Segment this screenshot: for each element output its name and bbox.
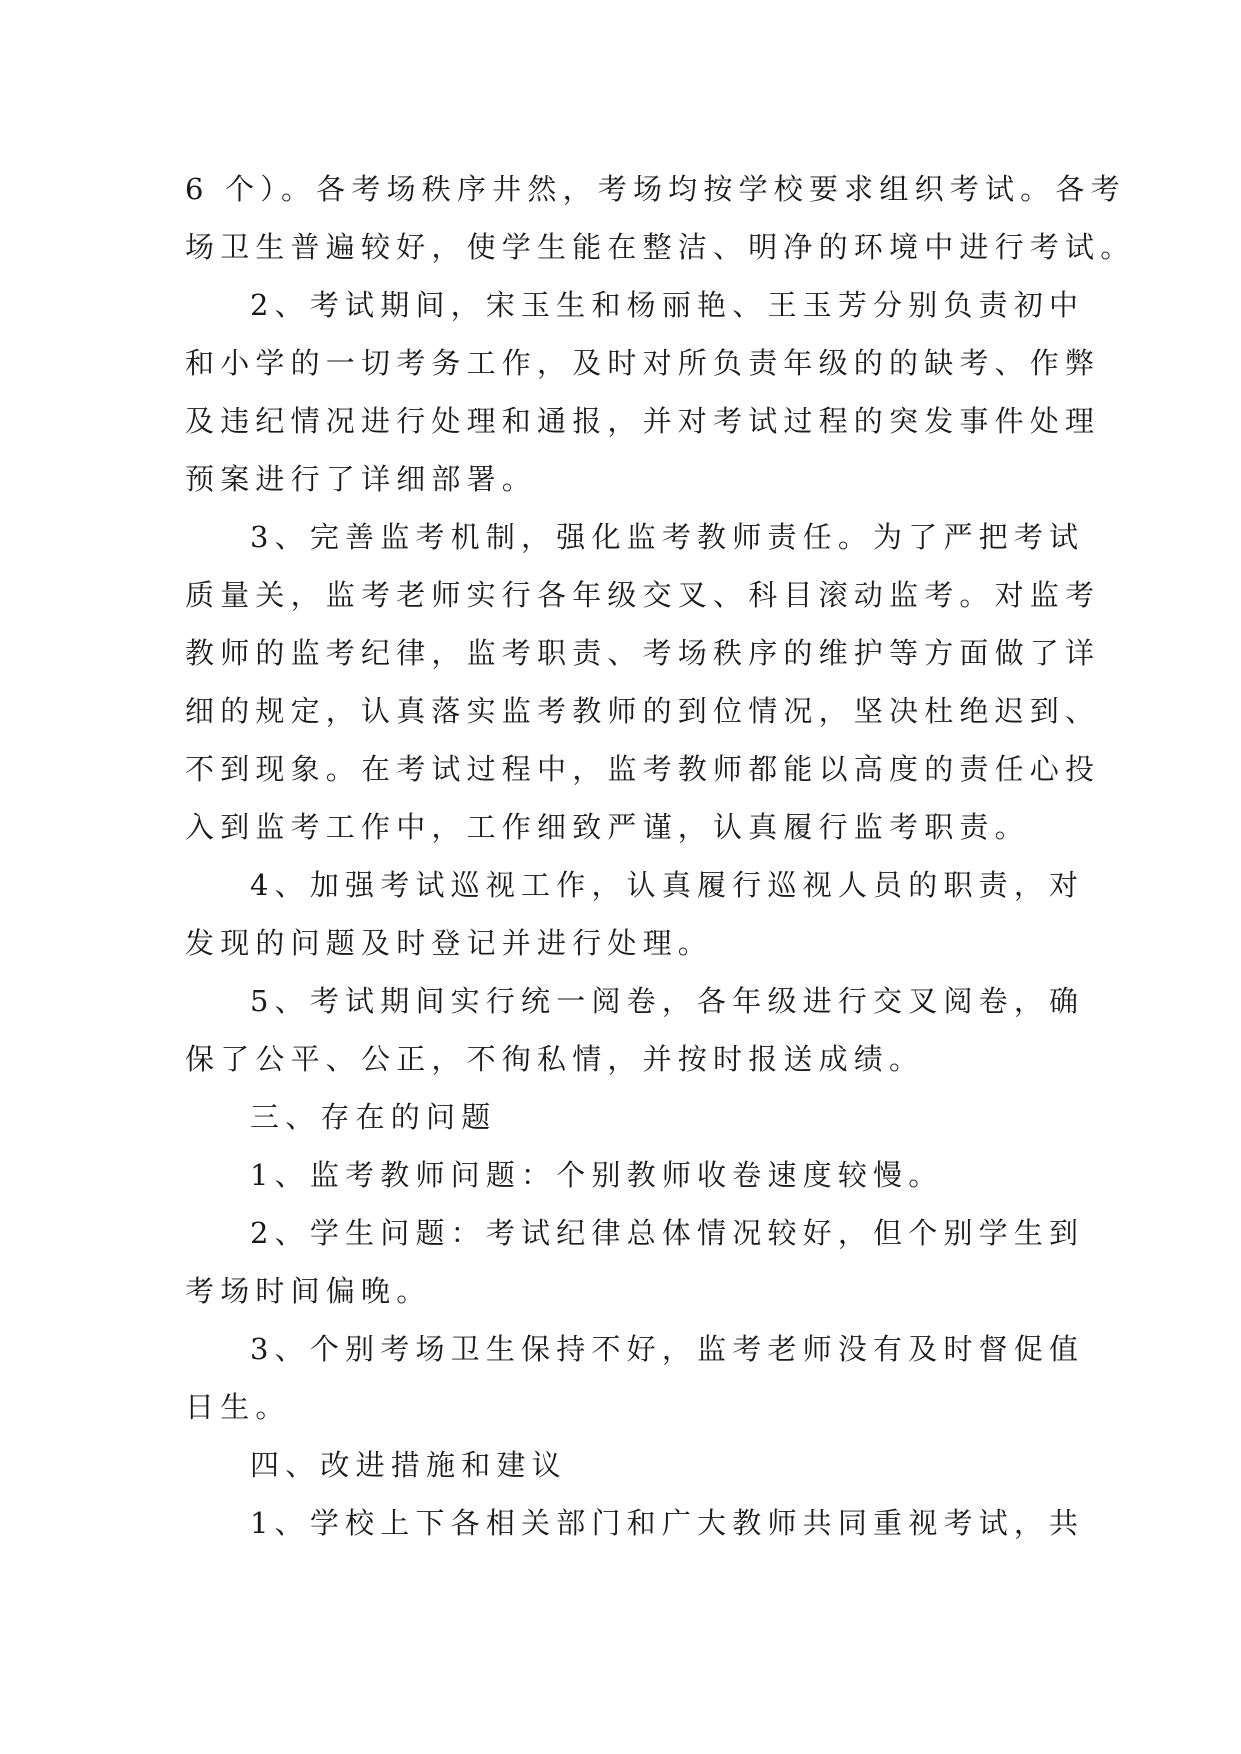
text-line: 2、学生问题：考试纪律总体情况较好，但个别学生到 [250, 1216, 1085, 1250]
text-line: 场卫生普遍较好，使学生能在整洁、明净的环境中进行考试。 [185, 230, 1136, 264]
text-line: 细的规定，认真落实监考教师的到位情况，坚决杜绝迟到、 [185, 694, 1101, 728]
text-line: 不到现象。在考试过程中，监考教师都能以高度的责任心投 [185, 752, 1101, 786]
section-heading: 三、存在的问题 [250, 1100, 497, 1134]
text-line: 1、监考教师问题：个别教师收卷速度较慢。 [250, 1158, 944, 1192]
document-body [185, 160, 1136, 1552]
text-line: 及违纪情况进行处理和通报，并对考试过程的突发事件处理 [185, 404, 1101, 438]
text-line: 2、考试期间，宋玉生和杨丽艳、王玉芳分别负责初中 [250, 288, 1085, 322]
text-line: 保了公平、公正，不徇私情，并按时报送成绩。 [185, 1042, 925, 1076]
text-line: 预案进行了详细部署。 [185, 462, 538, 496]
text-line: 教师的监考纪律，监考职责、考场秩序的维护等方面做了详 [185, 636, 1101, 670]
text-line: 和小学的一切考务工作，及时对所负责年级的的缺考、作弊 [185, 346, 1101, 380]
text-line: 6 个）。各考场秩序井然，考场均按学校要求组织考试。各考 [185, 172, 1126, 206]
text-line: 4、加强考试巡视工作，认真履行巡视人员的职责，对 [250, 868, 1085, 902]
text-line: 日生。 [185, 1390, 291, 1424]
text-line: 入到监考工作中，工作细致严谨，认真履行监考职责。 [185, 810, 1030, 844]
text-line: 5、考试期间实行统一阅卷，各年级进行交叉阅卷，确 [250, 984, 1085, 1018]
text-line: 3、完善监考机制，强化监考教师责任。为了严把考试 [250, 520, 1085, 554]
text-line: 质量关，监考老师实行各年级交叉、科目滚动监考。对监考 [185, 578, 1101, 612]
section-heading: 四、改进措施和建议 [250, 1448, 567, 1482]
text-line: 3、个别考场卫生保持不好，监考老师没有及时督促值 [250, 1332, 1085, 1366]
text-line: 考场时间偏晚。 [185, 1274, 432, 1308]
text-line: 发现的问题及时登记并进行处理。 [185, 926, 714, 960]
text-line: 1、学校上下各相关部门和广大教师共同重视考试，共 [250, 1506, 1085, 1540]
